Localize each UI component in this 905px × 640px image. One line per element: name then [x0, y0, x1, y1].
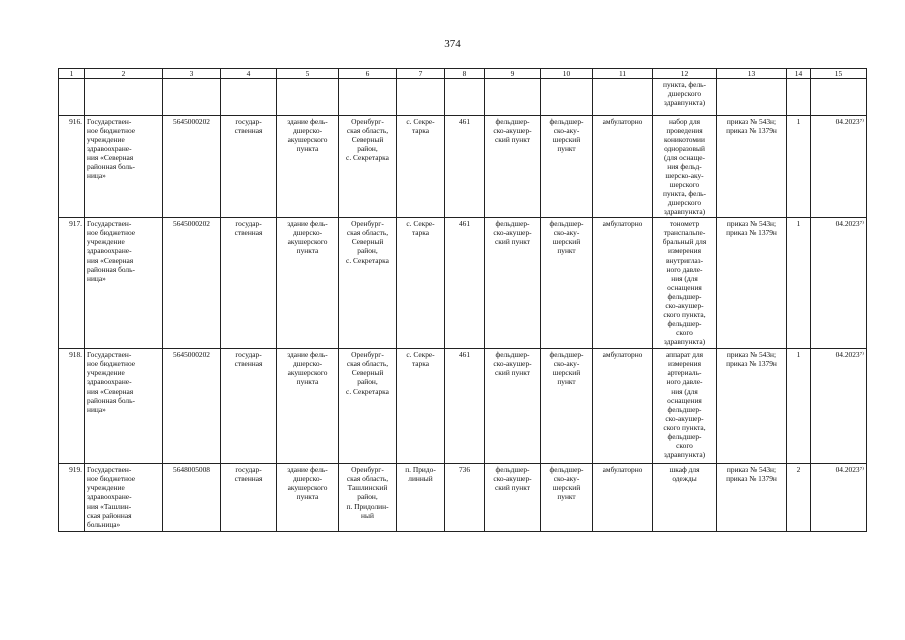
organization-cell: Государствен- ное бюджетное учреждение здравоохране- ния «Ташлин- ская районная больница»: [87, 465, 136, 529]
care-type-cell: амбулаторно: [602, 465, 643, 475]
care-type-cell: амбулаторно: [602, 117, 643, 127]
column-header: 1: [59, 69, 85, 79]
column-header: 2: [85, 69, 163, 79]
facility-cell: фельдшер- ско-акушер- ский пункт: [493, 350, 532, 378]
unit-cell: фельдшер- ско-аку- шерский пункт: [549, 465, 584, 502]
facility-cell: фельдшер- ско-акушер- ский пункт: [493, 465, 532, 493]
quantity-cell: 2: [796, 465, 801, 475]
unit-cell: фельдшер- ско-аку- шерский пункт: [549, 219, 584, 256]
equipment-item-cell: тонометр транспальпе- бральный для измерения внутриглаз- ного давле- ния (для оснащения фельдшер- ско-акушер- ского пункта, фельдшер- ского здравпункта): [662, 219, 707, 346]
column-header: 3: [163, 69, 221, 79]
organization-cell: Государствен- ное бюджетное учреждение здравоохране- ния «Северная районная боль- ница»: [87, 350, 136, 414]
building-cell: здание фель- дшерско- акушерского пункта: [287, 219, 328, 256]
inn-cell: 5645000202: [173, 350, 210, 360]
date-cell: 04.2023⁷⁾: [835, 117, 864, 127]
table-row: [59, 218, 867, 349]
column-header: 9: [485, 69, 541, 79]
column-header: 14: [787, 69, 811, 79]
row-number: 917.: [69, 219, 82, 229]
code-cell: 461: [458, 350, 471, 360]
date-cell: 04.2023⁷⁾: [835, 350, 864, 360]
column-header: 8: [445, 69, 485, 79]
column-header: 4: [221, 69, 277, 79]
column-header: 7: [397, 69, 445, 79]
ownership-cell: государ- ственная: [234, 219, 263, 238]
equipment-item-cell: аппарат для измерения артериаль- ного давле- ния (для оснащения фельдшер- ско-акушер- ского пункта, фельдшер- ского здравпункта): [663, 350, 706, 459]
order-cell: приказ № 543н; приказ № 1379н: [726, 117, 777, 136]
date-cell: 04.2023⁷⁾: [835, 465, 864, 475]
unit-cell: фельдшер- ско-аку- шерский пункт: [549, 350, 584, 387]
quantity-cell: 1: [796, 117, 801, 127]
address-cell: Оренбург- ская область, Северный район, с. Секретарка: [346, 219, 389, 265]
building-cell: здание фель- дшерско- акушерского пункта: [287, 350, 328, 387]
row-number: 918.: [69, 350, 82, 360]
order-cell: приказ № 543н; приказ № 1379н: [726, 350, 777, 369]
locality-cell: с. Секре- тарка: [406, 350, 435, 369]
inn-cell: 5648005008: [173, 465, 210, 475]
locality-cell: п. Придо- линный: [405, 465, 436, 484]
ownership-cell: государ- ственная: [234, 350, 263, 369]
registry-table: [58, 68, 867, 532]
quantity-cell: 1: [796, 350, 801, 360]
locality-cell: с. Секре- тарка: [406, 117, 435, 136]
order-cell: приказ № 543н; приказ № 1379н: [726, 219, 777, 238]
table-row: [59, 464, 867, 532]
address-cell: Оренбург- ская область, Ташлинский район, п. Придолин- ный: [346, 465, 389, 520]
row-number: 919.: [69, 465, 82, 475]
column-header: 11: [593, 69, 653, 79]
code-cell: 736: [458, 465, 471, 475]
equipment-item-cell: пункта, фель- дшерского здравпункта): [663, 80, 706, 108]
column-header: 6: [339, 69, 397, 79]
page-number: 374: [444, 38, 461, 50]
facility-cell: фельдшер- ско-акушер- ский пункт: [493, 117, 532, 145]
order-cell: приказ № 543н; приказ № 1379н: [726, 465, 777, 484]
row-number: 916.: [69, 117, 82, 127]
care-type-cell: амбулаторно: [602, 350, 643, 360]
care-type-cell: амбулаторно: [602, 219, 643, 229]
ownership-cell: государ- ственная: [234, 117, 263, 136]
locality-cell: с. Секре- тарка: [406, 219, 435, 238]
inn-cell: 5645000202: [173, 219, 210, 229]
column-header: 5: [277, 69, 339, 79]
column-header: 12: [653, 69, 717, 79]
unit-cell: фельдшер- ско-аку- шерский пункт: [549, 117, 584, 154]
quantity-cell: 1: [796, 219, 801, 229]
code-cell: 461: [458, 219, 471, 229]
address-cell: Оренбург- ская область, Северный район, с. Секретарка: [346, 350, 389, 396]
code-cell: 461: [458, 117, 471, 127]
column-header: 13: [717, 69, 787, 79]
facility-cell: фельдшер- ско-акушер- ский пункт: [493, 219, 532, 247]
date-cell: 04.2023⁷⁾: [835, 219, 864, 229]
column-number-row: [59, 69, 867, 79]
continuation-row: [59, 79, 867, 116]
table-row: [59, 116, 867, 218]
table-row: [59, 349, 867, 464]
building-cell: здание фель- дшерско- акушерского пункта: [287, 117, 328, 154]
building-cell: здание фель- дшерско- акушерского пункта: [287, 465, 328, 502]
organization-cell: Государствен- ное бюджетное учреждение здравоохране- ния «Северная районная боль- ница»: [87, 219, 136, 283]
ownership-cell: государ- ственная: [234, 465, 263, 484]
column-header: 10: [541, 69, 593, 79]
organization-cell: Государствен- ное бюджетное учреждение здравоохране- ния «Северная районная боль- ница»: [87, 117, 136, 181]
equipment-item-cell: шкаф для одежды: [669, 465, 700, 484]
column-header: 15: [811, 69, 867, 79]
equipment-item-cell: набор для проведения коникотомии одноразовый (для оснаще- ния фельд- шерско-аку- шерского пункта, фель- дшерского здравпункта): [663, 117, 706, 217]
address-cell: Оренбург- ская область, Северный район, с. Секретарка: [346, 117, 389, 163]
inn-cell: 5645000202: [173, 117, 210, 127]
